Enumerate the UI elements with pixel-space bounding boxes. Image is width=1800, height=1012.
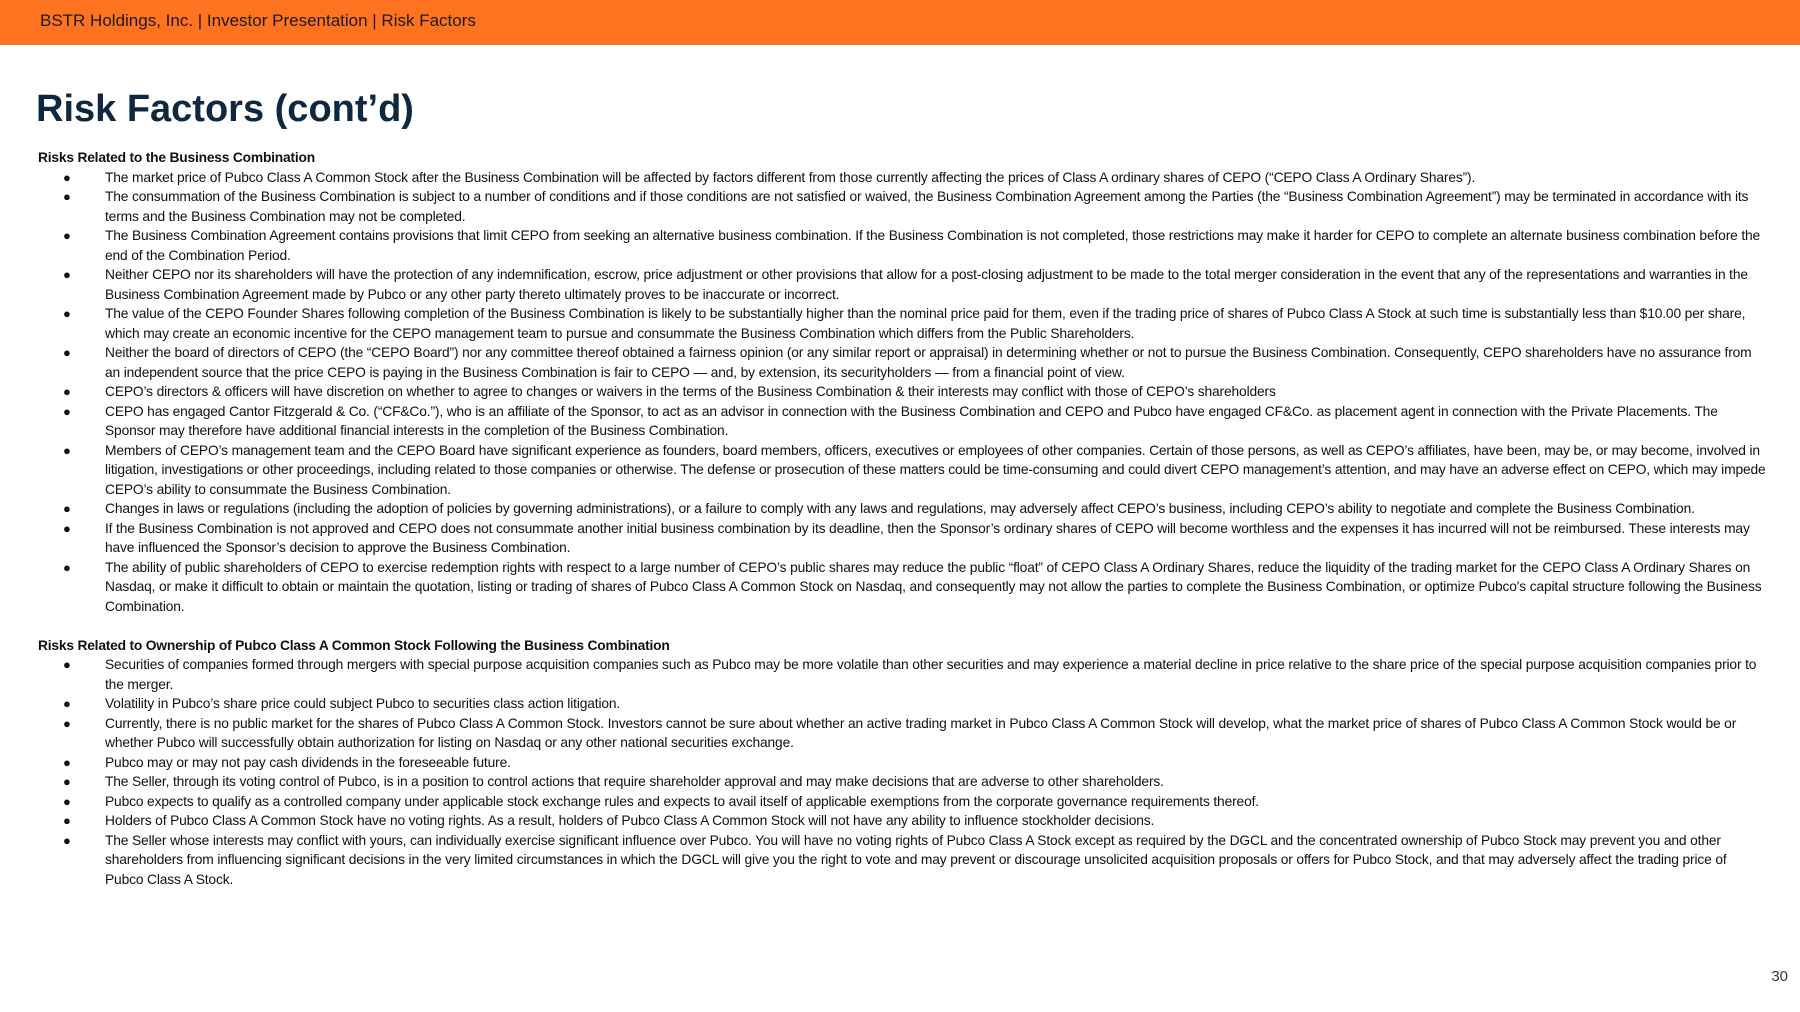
list-item	[38, 187, 1768, 226]
list-item-text: Changes in laws or regulations (including the adoption of policies by governing administrations), or a failure to comply with any laws and regulations, may adversely affect CEPO’s business, including CEPO’s ability to negotiate and complete the Business Combination.	[105, 501, 1695, 516]
list-item-text: Currently, there is no public market for the shares of Pubco Class A Common Stock. Investors cannot be sure about whether an active trading market in Pubco Class A Common Stock will develop, what the market price of shares of Pubco Class A Common Stock would be or whether Pubco will successfully obtain authorization for listing on Nasdaq or any other national securities exchange.	[105, 715, 1737, 750]
list-item	[38, 168, 1768, 188]
bullet-icon: ●	[63, 657, 71, 672]
page-number: 30	[1771, 968, 1788, 985]
section-ownership	[38, 636, 1768, 890]
list-item-text: The value of the CEPO Founder Shares following completion of the Business Combination is likely to be substantially higher than the nominal price paid for them, even if the trading price of shares of Pubco Class A Stock at such time is substantially less than $10.00 per share, which may create an economic incentive for the CEPO management team to pursue and consummate the Business Combination which differs from the Public Shareholders.	[105, 306, 1746, 341]
list-item-text: Holders of Pubco Class A Common Stock have no voting rights. As a result, holders of Pubco Class A Common Stock will not have any ability to influence stockholder decisions.	[105, 813, 1155, 828]
list-item	[38, 304, 1768, 343]
bullet-icon: ●	[63, 774, 71, 789]
bullet-icon: ●	[63, 813, 71, 828]
list-item-text: Pubco may or may not pay cash dividends in the foreseeable future.	[105, 754, 511, 770]
bullet-icon: ●	[63, 715, 71, 731]
list-item	[38, 226, 1768, 265]
list-item	[38, 811, 1768, 831]
list-item-text: The market price of Pubco Class A Common Stock after the Business Combination will be affected by factors different from those currently affecting the prices of Class A ordinary shares of CEPO (“CEPO Class A Ordinary Shares”).	[105, 169, 1476, 185]
bullet-icon: ●	[63, 442, 71, 458]
list-item	[38, 655, 1768, 694]
list-item-text: Pubco expects to qualify as a controlled company under applicable stock exchange rules and expects to avail itself of applicable exemptions from the corporate governance requirements thereof.	[105, 793, 1259, 809]
bullet-icon: ●	[63, 559, 71, 575]
list-item-text: The ability of public shareholders of CEPO to exercise redemption rights with respect to a large number of CEPO’s public shares may reduce the public “float” of CEPO Class A Ordinary Shares, reduce the liquidity of the trading market for the CEPO Class A Ordinary Shares on Nasdaq, or make it difficult to obtain or maintain the quotation, listing or trading of shares of Pubco Class A Common Stock on Nasdaq, and consequently may not allow the parties to complete the Business Combination, or optimize Pubco's capital structure following the Business Combination.	[105, 559, 1762, 614]
list-item	[38, 499, 1768, 519]
bullet-icon: ●	[63, 345, 71, 360]
bullet-icon: ●	[63, 169, 71, 185]
list-item-text: The consummation of the Business Combination is subject to a number of conditions and if those conditions are not satisfied or waived, the Business Combination Agreement among the Parties (the “Business Combination Agreement”) may be terminated in accordance with its terms and the Business Combination may not be completed.	[105, 189, 1749, 224]
bullet-icon: ●	[63, 306, 71, 321]
list-item	[38, 382, 1768, 402]
header-bar	[0, 0, 1800, 45]
list-item	[38, 694, 1768, 714]
section-heading: Risks Related to the Business Combination	[38, 150, 315, 165]
list-item	[38, 402, 1768, 441]
section-business-combination	[38, 148, 1768, 616]
bullet-icon: ●	[63, 501, 71, 516]
bullet-icon: ●	[63, 267, 71, 282]
header-title: BSTR Holdings, Inc. | Investor Presentation | Risk Factors	[40, 11, 476, 30]
bullet-icon: ●	[63, 520, 71, 536]
list-item	[38, 558, 1768, 617]
list-item-text: Neither CEPO nor its shareholders will have the protection of any indemnification, escrow, price adjustment or other provisions that allow for a post-closing adjustment to be made to the total merger consideration in the event that any of the representations and warranties in the Business Combination Agreement made by Pubco or any other party thereto ultimately proves to be inaccurate or incorrect.	[105, 267, 1748, 302]
bullet-icon: ●	[63, 754, 71, 770]
bullet-icon: ●	[63, 384, 71, 399]
list-item	[38, 772, 1768, 792]
list-item-text: CEPO’s directors & officers will have discretion on whether to agree to changes or waivers in the terms of the Business Combination & their interests may conflict with those of CEPO’s shareholders	[105, 384, 1276, 399]
page-title: Risk Factors (cont’d)	[36, 88, 414, 130]
list-item-text: Neither the board of directors of CEPO (the “CEPO Board”) nor any committee thereof obtained a fairness opinion (or any similar report or appraisal) in determining whether or not to pursue the Business Combination. Consequently, CEPO shareholders have no assurance from an independent source that the price CEPO is paying in the Business Combination is fair to CEPO — and, by extension, its securityholders — from a financial point of view.	[105, 345, 1752, 380]
list-item-text: The Business Combination Agreement contains provisions that limit CEPO from seeking an alternative business combination. If the Business Combination is not completed, those restrictions may make it harder for CEPO to complete an alternate business combination before the end of the Combination Period.	[105, 228, 1761, 263]
list-item-text: The Seller, through its voting control of Pubco, is in a position to control actions that require shareholder approval and may make decisions that are adverse to other shareholders.	[105, 774, 1164, 789]
list-item	[38, 265, 1768, 304]
risk-content	[38, 148, 1768, 889]
list-item	[38, 753, 1768, 773]
risk-list	[38, 655, 1768, 889]
list-item-text: The Seller whose interests may conflict with yours, can individually exercise significant influence over Pubco. You will have no voting rights of Pubco Class A Stock except as required by the DGCL and the concentrated ownership of Pubco Stock may prevent you and other shareholders from influencing significant decisions in the very limited circumstances in which the DGCL will give you the right to vote and may prevent or discourage unsolicited acquisition proposals or offers for Pubco Stock, and that may adversely affect the trading price of Pubco Class A Stock.	[105, 832, 1727, 887]
list-item	[38, 343, 1768, 382]
list-item	[38, 441, 1768, 500]
bullet-icon: ●	[63, 228, 71, 243]
bullet-icon: ●	[63, 793, 71, 809]
list-item-text: Members of CEPO’s management team and the CEPO Board have significant experience as founders, board members, officers, executives or employees of other companies. Certain of those persons, as well as CEPO’s affiliates, have been, may be, or may become, involved in litigation, investigations or other proceedings, including related to those companies or otherwise. The defense or prosecution of these matters could be time-consuming and could divert CEPO management’s attention, and may have an adverse effect on CEPO, which may impede CEPO’s ability to consummate the Business Combination.	[105, 442, 1766, 497]
list-item-text: Volatility in Pubco’s share price could subject Pubco to securities class action litigation.	[105, 696, 621, 711]
list-item	[38, 714, 1768, 753]
list-item	[38, 519, 1768, 558]
section-heading: Risks Related to Ownership of Pubco Class A Common Stock Following the Business Combination	[38, 637, 670, 653]
list-item	[38, 792, 1768, 812]
bullet-icon: ●	[63, 189, 71, 204]
bullet-icon: ●	[63, 403, 71, 419]
list-item	[38, 831, 1768, 890]
list-item-text: CEPO has engaged Cantor Fitzgerald & Co. (“CF&Co.”), who is an affiliate of the Sponsor, to act as an advisor in connection with the Business Combination and CEPO and Pubco have engaged CF&Co. as placement agent in connection with the Private Placements. The Sponsor may therefore have additional financial interests in the completion of the Business Combination.	[105, 403, 1718, 438]
bullet-icon: ●	[63, 832, 71, 848]
bullet-icon: ●	[63, 696, 71, 711]
list-item-text: Securities of companies formed through mergers with special purpose acquisition companies such as Pubco may be more volatile than other securities and may experience a material decline in price relative to the share price of the special purpose acquisition companies prior to the merger.	[105, 657, 1757, 692]
list-item-text: If the Business Combination is not approved and CEPO does not consummate another initial business combination by its deadline, then the Sponsor’s ordinary shares of CEPO will become worthless and the expenses it has incurred will not be reimbursed. These interests may have influenced the Sponsor’s decision to approve the Business Combination.	[105, 520, 1750, 555]
risk-list	[38, 168, 1768, 617]
